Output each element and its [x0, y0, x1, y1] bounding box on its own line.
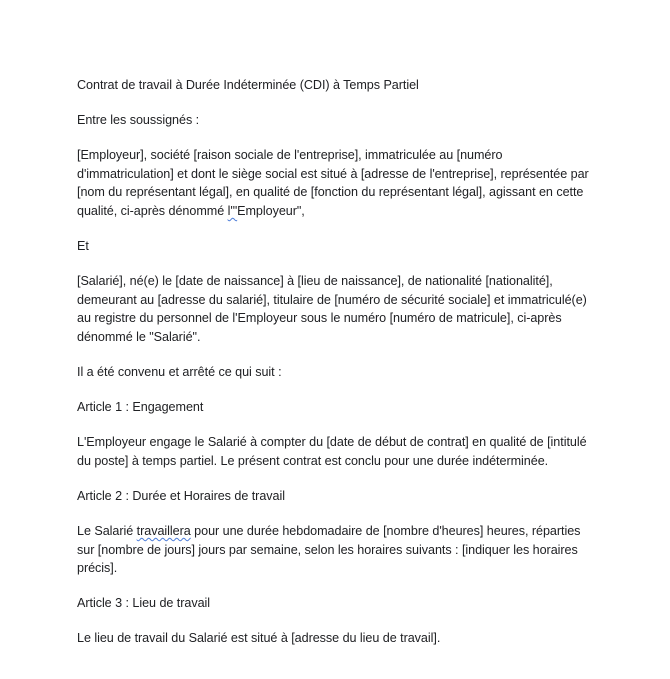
article-2-heading: Article 2 : Durée et Horaires de travail	[77, 488, 285, 503]
article-1-body: L'Employeur engage le Salarié à compter du [date de début de contrat] en qualité de [intitulé du poste] à temps partiel. Le présent contrat est conclu pour une durée indéterminée.	[77, 435, 587, 468]
spellcheck-flagged-word[interactable]: l'"	[227, 203, 238, 218]
article-2-body	[77, 522, 597, 578]
intro-line: Entre les soussignés :	[77, 113, 200, 128]
article-1-heading: Article 1 : Engagement	[77, 400, 204, 415]
employee-paragraph: [Salarié], né(e) le [date de naissance] à [lieu de naissance], de nationalité [nationalité], demeurant au [adresse du salarié], titulaire de [numéro de sécurité sociale] et immatriculé(e) au registre du personnel de l'Employeur sous le numéro [numéro de matricule], ci-après dénommé le "Salarié".	[77, 274, 587, 344]
article-3-body: Le lieu de travail du Salarié est situé à [adresse du lieu de travail].	[77, 631, 441, 646]
document-body[interactable]	[77, 76, 597, 664]
employer-text-end: Employeur",	[237, 203, 305, 218]
employer-text: [Employeur], société [raison sociale de l'entreprise], immatriculée au [numéro d'immatriculation] et dont le siège social est situé à [adresse de l'entreprise], représentée par [nom du représentant légal], en qualité de [fonction du représentant légal], agissant en cette qualité, ci-après dénommé	[77, 148, 589, 218]
agreement-line: Il a été convenu et arrêté ce qui suit :	[77, 365, 282, 380]
article-3-heading: Article 3 : Lieu de travail	[77, 596, 211, 611]
spellcheck-flagged-word[interactable]: travaillera	[136, 524, 191, 538]
employer-paragraph	[77, 146, 597, 220]
conjunction-line: Et	[77, 239, 89, 254]
article-2-text-end: pour une durée hebdomadaire de [nombre d'heures] heures, réparties sur [nombre de jours] jours par semaine, selon les horaires suivants : [indiquer les horaires précis].	[77, 524, 581, 576]
document-title: Contrat de travail à Durée Indéterminée (CDI) à Temps Partiel	[77, 78, 419, 92]
article-2-text: Le Salarié	[77, 524, 137, 538]
